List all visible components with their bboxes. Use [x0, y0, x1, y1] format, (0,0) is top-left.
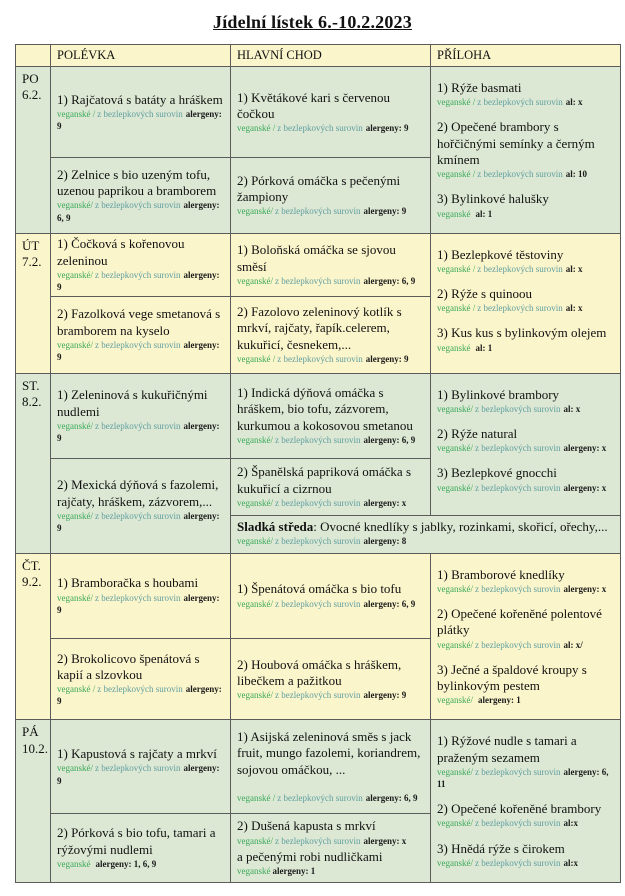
allergen-tag: al:x: [563, 857, 578, 868]
page-title: Jídelní lístek 6.-10.2.2023: [213, 12, 412, 32]
dish-tags: [437, 639, 614, 651]
glutenfree-tag: z bezlepkových surovin: [275, 206, 361, 217]
allergen-tag: alergeny: x: [363, 497, 407, 508]
dish-name: 2) Brokolicovo špenátová s kapií a slzovkou: [57, 650, 200, 682]
row-st-1: [16, 373, 621, 458]
vegan-tag: veganské/: [237, 434, 273, 445]
dish-tags: [437, 482, 614, 494]
dish-name: 2) Fazolovo zeleninový kotlík s mrkví, rajčaty, řapík.celerem, kukuřicí, česnekem,...: [237, 304, 402, 352]
dish-name: 3) Hnědá rýže s čirokem: [437, 840, 565, 856]
dish-tags: [57, 199, 224, 223]
vegan-tag: veganské/: [437, 766, 473, 777]
allergen-tag: alergeny: 9: [57, 108, 222, 132]
allergen-tag: alergeny: x: [563, 482, 607, 493]
po-sides-cell: [431, 67, 621, 234]
vegan-tag: veganské: [437, 342, 471, 353]
glutenfree-tag: z bezlepkových surovin: [477, 169, 563, 180]
st-main-2-cell: [231, 458, 431, 515]
menu-item: [437, 119, 614, 180]
menu-item: [437, 325, 614, 353]
dish-name: 1) Bylinkové brambory: [437, 386, 560, 402]
dish-name: 1) Špenátová omáčka s bio tofu: [237, 581, 402, 597]
day-date: 6.2.: [22, 87, 42, 103]
allergen-tag: al:x: [563, 818, 578, 829]
menu-item: [237, 385, 424, 446]
menu-item: [437, 662, 614, 707]
allergen-tag: al: x/: [563, 639, 583, 650]
allergen-tag: alergeny: x: [563, 443, 607, 454]
header-main-column: HLAVNÍ CHOD: [231, 45, 431, 67]
day-date: 8.2.: [22, 393, 42, 409]
ct-main-2-cell: [231, 638, 431, 720]
allergen-tag: alergeny: 1, 6, 9: [95, 858, 157, 869]
dish-name-extra: a pečenými robi nudličkami: [237, 848, 383, 864]
allergen-tag: alergeny: 6, 9: [363, 275, 416, 286]
glutenfree-tag: z bezlepkových surovin: [95, 763, 181, 774]
glutenfree-tag: z bezlepkových surovin: [275, 598, 361, 609]
allergen-tag: alergeny: 9: [365, 353, 409, 364]
day-abbr: ÚT: [22, 237, 40, 253]
dish-name: 3) Bylinkové halušky: [437, 191, 549, 207]
dish-tags: [437, 583, 614, 595]
pa-soup-2-cell: [51, 813, 231, 882]
dish-tags: [237, 865, 424, 877]
glutenfree-tag: z bezlepkových surovin: [475, 443, 561, 454]
vegan-tag: veganské/: [237, 535, 273, 546]
vegan-tag: veganské/: [437, 482, 473, 493]
menu-item: [237, 818, 424, 877]
menu-item: [437, 426, 614, 454]
vegan-tag: veganské/: [437, 583, 473, 594]
menu-item: [57, 651, 224, 708]
dish-tags: [437, 817, 614, 829]
dish-name: 2) Houbová omáčka s hráškem, libečkem a pažitkou: [237, 656, 402, 688]
ut-soup-1-cell: [51, 233, 231, 296]
glutenfree-tag: z bezlepkových surovin: [277, 353, 363, 364]
vegan-tag: veganské/: [437, 403, 473, 414]
glutenfree-tag: z bezlepkových surovin: [275, 535, 361, 546]
allergen-tag: alergeny: 8: [363, 535, 407, 546]
dish-tags: [57, 683, 224, 707]
vegan-tag: veganské/: [57, 420, 93, 431]
day-cell-ct: [16, 553, 51, 720]
dish-tags: [57, 108, 224, 132]
dish-tags: [237, 275, 424, 287]
allergen-tag: alergeny: 9: [57, 339, 220, 362]
ct-sides-cell: [431, 553, 621, 720]
ut-soup-2-cell: [51, 296, 231, 373]
menu-item: [237, 90, 424, 135]
dish-tags: [437, 442, 614, 454]
glutenfree-tag: z bezlepkových surovin: [95, 420, 181, 431]
vegan-tag: veganské: [57, 858, 91, 869]
menu-item: [437, 841, 614, 869]
dish-tags: [57, 339, 224, 363]
glutenfree-tag: z bezlepkových surovin: [275, 497, 361, 508]
special-label: Sladká středa: [237, 518, 314, 534]
glutenfree-tag: z bezlepkových surovin: [475, 403, 561, 414]
dish-name: 1) Zeleninová s kukuřičnými nudlemi: [57, 387, 208, 419]
vegan-tag: veganské/: [57, 339, 93, 350]
dish-name: 1) Kapustová s rajčaty a mrkví: [57, 746, 217, 762]
dish-tags: [237, 205, 424, 217]
ut-sides-cell: [431, 233, 621, 373]
header-day-column: [16, 45, 51, 67]
menu-item: [57, 167, 224, 224]
dish-name: 1) Rajčatová s batáty a hráškem: [57, 91, 223, 107]
vegan-tag: veganské/: [57, 763, 93, 774]
glutenfree-tag: z bezlepkových surovin: [475, 583, 561, 594]
dish-tags: [57, 762, 224, 786]
dish-name: 2) Pórková omáčka s pečenými žampiony: [237, 172, 401, 205]
ut-main-1-cell: [231, 233, 431, 296]
menu-item: [437, 80, 614, 108]
dish-tags: [237, 792, 424, 804]
vegan-tag: veganské/: [237, 690, 273, 701]
menu-item: [437, 567, 614, 595]
menu-item: [57, 92, 224, 133]
dish-name: 1) Rýže basmati: [437, 80, 522, 95]
vegan-tag: veganské /: [437, 263, 476, 274]
allergen-tag: al: 10: [565, 169, 587, 180]
menu-item: [237, 242, 424, 287]
allergen-tag: alergeny: 6, 9: [365, 792, 418, 803]
dish-tags: [57, 592, 224, 616]
menu-page: [0, 12, 625, 883]
po-soup-1-cell: [51, 67, 231, 158]
menu-item: [237, 657, 424, 702]
allergen-tag: alergeny: 9: [57, 684, 222, 707]
day-date: 10.2.: [22, 740, 48, 756]
dish-name: 1) Čočková s kořenovou zeleninou: [57, 236, 185, 268]
dish-name: 1) Boloňská omáčka se sjovou směsí: [237, 242, 396, 274]
menu-item: [57, 825, 224, 870]
glutenfree-tag: z bezlepkových surovin: [95, 339, 181, 350]
glutenfree-tag: z bezlepkových surovin: [97, 684, 183, 695]
dish-tags: [237, 835, 424, 847]
pa-main-1-cell: [231, 720, 431, 813]
day-abbr: ST.: [22, 377, 40, 393]
dish-tags: [437, 766, 614, 790]
dish-tags: [237, 122, 424, 134]
pa-soup-1-cell: [51, 720, 231, 813]
dish-tags: [57, 510, 224, 534]
special-dish-name: [237, 519, 614, 535]
dish-name: 3) Ječné a špaldové kroupy s bylinkovým pestem: [437, 661, 587, 693]
dish-name: 2) Mexická dýňová s fazolemi, rajčaty, hráškem, zázvorem,...: [57, 477, 219, 509]
menu-item: [237, 304, 424, 365]
dish-name: 1) Bramboračka s houbami: [57, 575, 199, 591]
menu-item: [57, 746, 224, 787]
glutenfree-tag: z bezlepkových surovin: [95, 592, 181, 603]
dish-tags: [437, 302, 614, 314]
row-ct-1: [16, 553, 621, 638]
dish-name: 2) Opečené brambory s hořčičnými semínky a černým kmínem: [437, 119, 595, 167]
allergen-tag: alergeny: 1: [478, 695, 521, 706]
dish-name: 2) Zelnice s bio uzeným tofu, uzenou paprikou a bramborem: [57, 166, 217, 199]
glutenfree-tag: z bezlepkových surovin: [475, 857, 561, 868]
menu-table: [15, 44, 621, 883]
glutenfree-tag: z bezlepkových surovin: [95, 200, 181, 211]
pa-sides-cell: [431, 720, 621, 883]
menu-item: [237, 464, 424, 509]
allergen-tag: alergeny: 9: [57, 763, 220, 786]
dish-tags: [237, 353, 424, 365]
dish-name: 2) Fazolková vege smetanová s bramborem na kyselo: [57, 306, 221, 338]
menu-item: [237, 729, 424, 804]
vegan-tag: veganské/: [437, 857, 473, 868]
dish-tags: [237, 598, 424, 610]
ct-main-1-cell: [231, 553, 431, 638]
dish-name: 3) Bezlepkové gnocchi: [437, 465, 557, 481]
day-date: 7.2.: [22, 253, 42, 269]
vegan-tag: veganské/: [237, 275, 273, 286]
dish-name: 2) Opečené kořeněné polentové plátky: [437, 606, 602, 638]
dish-tags: [437, 96, 614, 108]
dish-name: 2) Rýže s quinoou: [437, 286, 532, 302]
ut-main-2-cell: [231, 296, 431, 373]
dish-name: 2) Opečené kořeněné brambory: [437, 801, 602, 817]
vegan-tag: veganské/: [57, 269, 93, 280]
glutenfree-tag: z bezlepkových surovin: [475, 639, 561, 650]
vegan-tag: veganské /: [437, 169, 476, 180]
allergen-tag: al: x: [565, 303, 583, 314]
menu-item: [237, 173, 424, 218]
glutenfree-tag: z bezlepkových surovin: [477, 263, 563, 274]
pa-main-2-cell: [231, 813, 431, 882]
ct-soup-2-cell: [51, 638, 231, 720]
dish-tags: [437, 263, 614, 275]
allergen-tag: alergeny: x: [563, 583, 607, 594]
dish-tags: [437, 208, 614, 220]
dish-name: 1) Květákové kari s červenou čočkou: [237, 89, 391, 121]
menu-item: [57, 477, 224, 534]
allergen-tag: alergeny: 6, 11: [437, 766, 609, 789]
glutenfree-tag: z bezlepkových surovin: [475, 818, 561, 829]
vegan-tag: veganské/: [57, 592, 93, 603]
allergen-tag: alergeny: 9: [57, 510, 220, 533]
glutenfree-tag: z bezlepkových surovin: [275, 835, 361, 846]
dish-name: 1) Indická dýňová omáčka s hráškem, bio tofu, zázvorem, kurkumou a kokosovou smetanou: [237, 385, 413, 433]
menu-item: [437, 733, 614, 790]
menu-item: [57, 575, 224, 616]
allergen-tag: al: 1: [475, 208, 493, 219]
menu-item: [57, 236, 224, 293]
menu-item: [437, 387, 614, 415]
day-abbr: PO: [22, 71, 39, 86]
menu-item: [437, 247, 614, 275]
vegan-tag: veganské/: [437, 695, 473, 706]
allergen-tag: alergeny: 6, 9: [363, 434, 416, 445]
vegan-tag: veganské /: [57, 108, 96, 119]
dish-tags: [437, 857, 614, 869]
vegan-tag: veganské /: [237, 123, 276, 134]
sweet-wednesday-cell: [231, 515, 621, 553]
allergen-tag: al: x: [563, 403, 581, 414]
allergen-tag: al: 1: [475, 342, 493, 353]
menu-item: [57, 306, 224, 363]
day-date: 9.2.: [22, 573, 42, 589]
allergen-tag: alergeny: 9: [363, 690, 407, 701]
allergen-tag: alergeny: 9: [365, 123, 409, 134]
dish-name: 2) Španělská papriková omáčka s kukuřicí a cizrnou: [237, 464, 412, 496]
glutenfree-tag: z bezlepkových surovin: [475, 766, 561, 777]
header-row: [16, 45, 621, 67]
dish-tags: [57, 420, 224, 444]
vegan-tag: veganské/: [57, 510, 93, 521]
st-soup-2-cell: [51, 458, 231, 553]
day-cell-po: [16, 67, 51, 234]
allergen-tag: alergeny: 9: [57, 269, 220, 292]
dish-name: 1) Bramborové knedlíky: [437, 566, 565, 582]
allergen-tag: alergeny: 6, 9: [363, 598, 416, 609]
menu-item: [437, 801, 614, 829]
special-text: : Ovocné knedlíky s jablky, rozinkami, skořicí, ořechy,...: [313, 518, 608, 534]
vegan-tag: veganské/: [237, 835, 273, 846]
dish-name: 2) Pórková s bio tofu, tamari a rýžovými nudlemi: [57, 825, 216, 857]
day-cell-pa: [16, 720, 51, 883]
row-po-1: [16, 67, 621, 158]
vegan-tag: veganské: [237, 866, 271, 877]
glutenfree-tag: z bezlepkových surovin: [275, 434, 361, 445]
glutenfree-tag: z bezlepkových surovin: [95, 269, 181, 280]
allergen-tag: alergeny: 9: [57, 420, 220, 443]
glutenfree-tag: z bezlepkových surovin: [95, 510, 181, 521]
allergen-tag: al: x: [565, 263, 583, 274]
st-sides-cell: [431, 373, 621, 515]
allergen-tag: alergeny: 1: [272, 866, 316, 877]
po-main-2-cell: [231, 157, 431, 233]
vegan-tag: veganské/: [437, 818, 473, 829]
dish-tags: [437, 342, 614, 354]
dish-tags: [237, 535, 614, 547]
dish-tags: [437, 403, 614, 415]
glutenfree-tag: z bezlepkových surovin: [275, 690, 361, 701]
dish-tags: [237, 689, 424, 701]
vegan-tag: veganské /: [237, 353, 276, 364]
vegan-tag: veganské /: [57, 684, 96, 695]
st-main-1-cell: [231, 373, 431, 458]
day-abbr: PÁ: [22, 724, 39, 740]
allergen-tag: alergeny: x: [363, 835, 407, 846]
glutenfree-tag: z bezlepkových surovin: [97, 108, 183, 119]
glutenfree-tag: z bezlepkových surovin: [477, 97, 563, 108]
vegan-tag: veganské /: [437, 303, 476, 314]
day-cell-st: [16, 373, 51, 553]
dish-tags: [437, 168, 614, 180]
dish-tags: [237, 434, 424, 446]
day-abbr: ČT.: [22, 557, 41, 573]
dish-tags: [57, 269, 224, 293]
ct-soup-1-cell: [51, 553, 231, 638]
dish-tags: [57, 858, 224, 870]
glutenfree-tag: z bezlepkových surovin: [277, 792, 363, 803]
menu-item: [437, 465, 614, 493]
header-side-column: PŘÍLOHA: [431, 45, 621, 67]
vegan-tag: veganské /: [237, 792, 276, 803]
vegan-tag: veganské/: [57, 200, 93, 211]
vegan-tag: veganské/: [237, 497, 273, 508]
dish-name: 3) Kus kus s bylinkovým olejem: [437, 325, 607, 341]
po-soup-2-cell: [51, 157, 231, 233]
menu-item: [437, 606, 614, 651]
allergen-tag: alergeny: 9: [363, 206, 407, 217]
vegan-tag: veganské/: [437, 639, 473, 650]
row-ut-1: [16, 233, 621, 296]
vegan-tag: veganské/: [437, 443, 473, 454]
glutenfree-tag: z bezlepkových surovin: [275, 275, 361, 286]
menu-item: [437, 286, 614, 314]
vegan-tag: veganské/: [237, 598, 273, 609]
menu-item: [437, 191, 614, 219]
glutenfree-tag: z bezlepkových surovin: [277, 123, 363, 134]
allergen-tag: alergeny: 6, 9: [57, 200, 220, 223]
vegan-tag: veganské /: [437, 97, 476, 108]
dish-tags: [437, 694, 614, 706]
dish-name: 2) Dušená kapusta s mrkví: [237, 818, 376, 834]
vegan-tag: veganské: [437, 208, 471, 219]
menu-item: [237, 581, 424, 609]
menu-item: [57, 387, 224, 444]
dish-tags: [237, 497, 424, 509]
dish-name: 1) Rýžové nudle s tamari a praženým sezamem: [437, 733, 577, 765]
vegan-tag: veganské/: [237, 206, 273, 217]
glutenfree-tag: z bezlepkových surovin: [475, 482, 561, 493]
glutenfree-tag: z bezlepkových surovin: [477, 303, 563, 314]
dish-name: 2) Rýže natural: [437, 426, 518, 442]
day-cell-ut: [16, 233, 51, 373]
dish-name: 1) Asijská zeleninová směs s jack fruit, mungo fazolemi, koriandrem, sojovou omáčkou, ...: [237, 729, 421, 777]
allergen-tag: alergeny: 9: [57, 592, 220, 615]
po-main-1-cell: [231, 67, 431, 158]
row-pa-1: [16, 720, 621, 813]
allergen-tag: al: x: [565, 97, 583, 108]
dish-name: 1) Bezlepkové těstoviny: [437, 246, 564, 262]
header-soup-column: POLÉVKA: [51, 45, 231, 67]
st-soup-1-cell: [51, 373, 231, 458]
